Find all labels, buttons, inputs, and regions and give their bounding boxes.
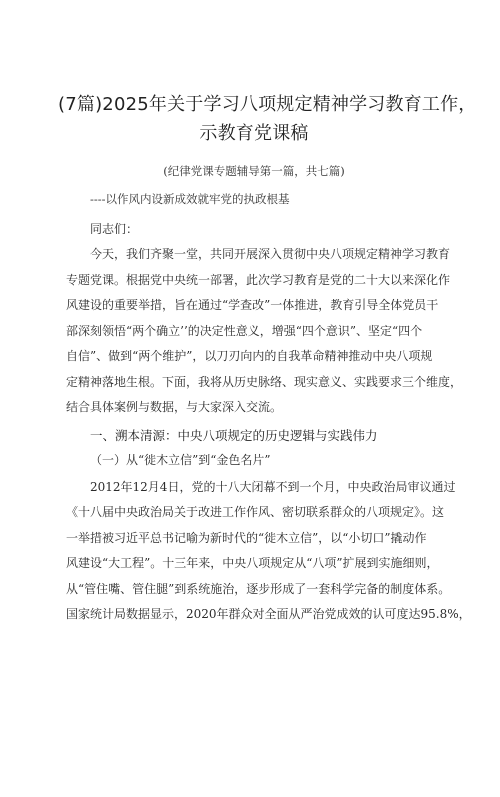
- intro-line: 自信”、做到“两个维护”，以刀刃向内的自我革命精神推动中央八项规: [66, 349, 433, 363]
- document-subtitle: (纪律党课专题辅导第一篇，共七篇): [163, 164, 345, 178]
- section-1-paragraph: [66, 475, 471, 628]
- intro-line: 专题党课。根据党中央统一部署，此次学习教育是党的二十大以来深化作: [66, 272, 451, 287]
- intro-paragraph: [66, 242, 463, 421]
- section-1-line: 一举措被习近平总书记喻为新时代的“徙木立信”，以“小切口”撬动作: [66, 530, 427, 545]
- section-1-line: 从“管住嘴、管住腿”到系统施治，逐步形成了一套科学完备的制度体系。: [66, 581, 451, 596]
- title-line-2: 示教育党课稿: [199, 123, 309, 144]
- document-tagline: ----以作风内设新成效就牢党的执政根基: [90, 192, 290, 206]
- document-title: [58, 90, 477, 148]
- section-1-line: 2012年12月4日，党的十八大闭幕不到一个月，中央政治局审议通过: [90, 479, 456, 494]
- title-line-1: (7篇)2025年关于学习八项规定精神学习教育工作，: [58, 94, 477, 115]
- intro-line: 风建设的重要举措，旨在通过“学查改”一体推进，教育引导全体党员干: [66, 298, 439, 312]
- section-1-line: 风建设“大工程”。十三年来，中央八项规定从“八项”扩展到实施细则，: [66, 556, 439, 570]
- intro-line: 今天，我们齐聚一堂，共同开展深入贯彻中央八项规定精神学习教育: [90, 247, 451, 261]
- intro-line: 结合具体案例与数据，与大家深入交流。: [66, 400, 283, 414]
- intro-line: 定精神落地生根。下面，我将从历史脉络、现实意义、实践要求三个维度，: [66, 374, 463, 389]
- greeting: 同志们：: [90, 222, 139, 236]
- section-1-subheading: （一）从“徙木立信”到“金色名片”: [90, 452, 271, 467]
- document-page: [0, 90, 500, 797]
- section-1-line: 国家统计局数据显示，2020年群众对全面从严治党成效的认可度达95.8%，: [66, 607, 471, 621]
- section-1-line: 《十八届中央政治局关于改进工作作风、密切联系群众的八项规定》。这: [66, 505, 445, 519]
- intro-line: 部深刻领悟“两个确立’’的决定性意义，增强“四个意识”、坚定“四个: [66, 323, 423, 338]
- section-1-heading: 一、溯本清源：中央八项规定的历史逻辑与实践伟力: [90, 427, 378, 443]
